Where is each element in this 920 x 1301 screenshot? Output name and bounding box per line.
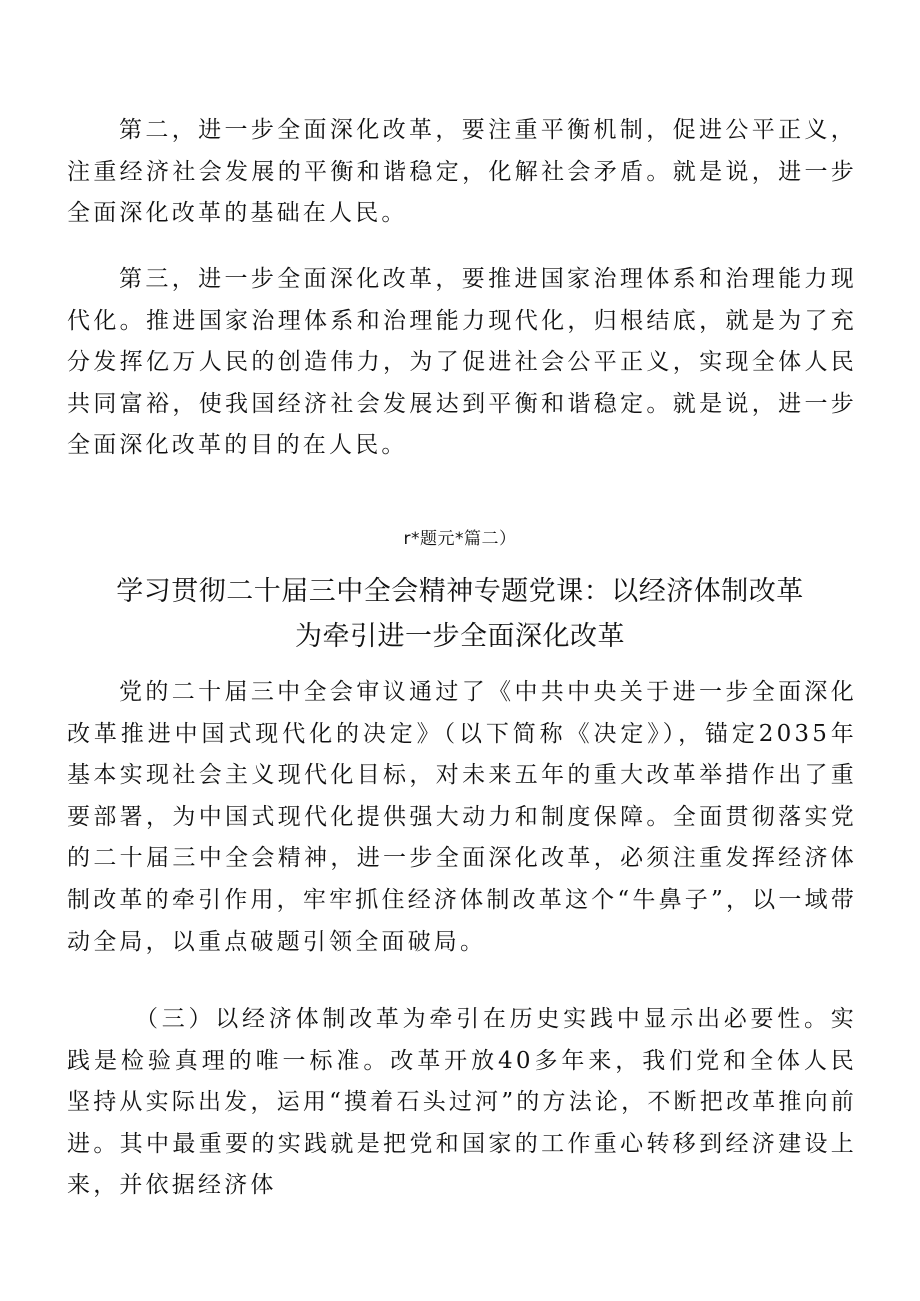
section-label: r*题元*篇二） bbox=[403, 529, 517, 549]
paragraph-intro: 党的二十届三中全会审议通过了《中共中央关于进一步全面深化改革推进中国式现代化的决定》（以下简称《决定》），锚定2035年基本实现社会主义现代化目标，对未来五年的重大改革举措作出了重要部署，为中国式现代化提供强大动力和制度保障。全面贯彻落实党的二十届三中全会精神，进一步全面深化改革，必须注重发挥经济体制改革的牵引作用，牢牢抓住经济体制改革这个“牛鼻子”，以一域带动全局，以重点破题引领全面破局。 bbox=[67, 679, 857, 955]
document-title-line-1: 学习贯彻二十届三中全会精神专题党课：以经济体制改革 bbox=[116, 576, 804, 607]
paragraph-third-point: 第三，进一步全面深化改革，要推进国家治理体系和治理能力现代化。推进国家治理体系和治理能力现代化，归根结底，就是为了充分发挥亿万人民的创造伟力，为了促进社会公平正义，实现全体人民共同富裕，使我国经济社会发展达到平衡和谐稳定。就是说，进一步全面深化改革的目的在人民。 bbox=[67, 266, 857, 459]
paragraph-second-point: 第二，进一步全面深化改革，要注重平衡机制，促进公平正义，注重经济社会发展的平衡和谐稳定，化解社会矛盾。就是说，进一步全面深化改革的基础在人民。 bbox=[67, 117, 857, 227]
document-title-line-2: 为牵引进一步全面深化改革 bbox=[295, 621, 625, 652]
paragraph-point-three: （三）以经济体制改革为牵引在历史实践中显示出必要性。实践是检验真理的唯一标准。改革开放40多年来，我们党和全体人民坚持从实际出发，运用“摸着石头过河”的方法论，不断把改革推向前进。其中最重要的实践就是把党和国家的工作重心转移到经济建设上来，并依据经济体 bbox=[67, 1006, 857, 1199]
